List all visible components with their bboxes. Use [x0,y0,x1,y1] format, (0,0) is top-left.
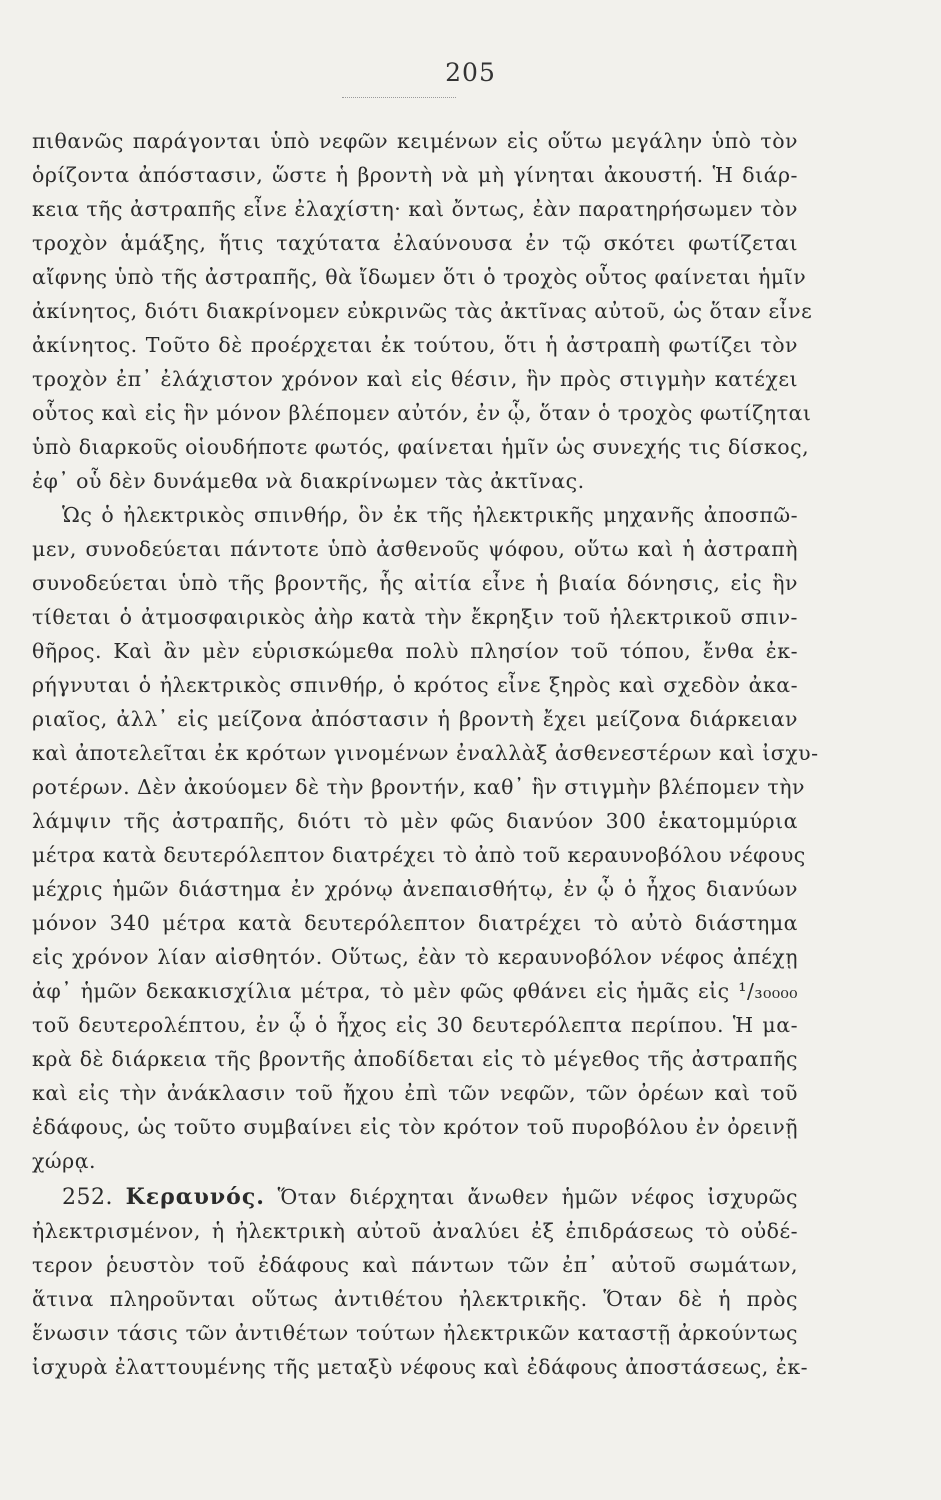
section-first-line: Ὅταν διέρχηται ἄνωθεν ἡμῶν νέφος ἰσχυρῶς [277,1185,798,1209]
text-line: τίθεται ὁ ἀτμοσφαιρικὸς ἀὴρ κατὰ τὴν ἔκρηξιν τοῦ ἠλεκτρικοῦ σπιν- [32,605,798,629]
text-line-paragraph-end: ἐφ᾽ οὗ δὲν δυνάμεθα νὰ διακρίνωμεν τὰς ἀκτῖνας. [32,469,585,493]
text-line: καὶ εἰς τὴν ἀνάκλασιν τοῦ ἤχου ἐπὶ τῶν νεφῶν, τῶν ὀρέων καὶ τοῦ [32,1081,798,1105]
text-line: εἰς χρόνον λίαν αἰσθητόν. Οὕτως, ἐὰν τὸ κεραυνοβόλον νέφος ἀπέχῃ [32,945,798,969]
text-line: ἰσχυρὰ ἐλαττουμένης τῆς μεταξὺ νέφους καὶ ἐδάφους ἀποστάσεως, ἐκ- [32,1355,809,1379]
text-line: τροχὸν ἁμάξης, ἥτις ταχύτατα ἐλαύνουσα ἐν τῷ σκότει φωτίζεται [32,231,798,255]
header-rule [342,97,456,98]
text-line: ρήγνυται ὁ ἠλεκτρικὸς σπινθήρ, ὁ κρότος εἶνε ξηρὸς καὶ σχεδὸν ἀκα- [32,673,798,697]
text-line: αἴφνης ὑπὸ τῆς ἀστραπῆς, θὰ ἴδωμεν ὅτι ὁ τροχὸς οὗτος φαίνεται ἡμῖν [32,265,807,289]
text-line: συνοδεύεται ὑπὸ τῆς βροντῆς, ἧς αἰτία εἶνε ἡ βιαία δόνησις, εἰς ἣν [32,571,798,595]
text-line: τοῦ δευτερολέπτου, ἐν ᾧ ὁ ἦχος εἰς 30 δευτερόλεπτα περίπου. Ἡ μα- [32,1013,798,1037]
section-number: 252. [62,1185,113,1210]
text-line: ἕνωσιν τάσις τῶν ἀντιθέτων τούτων ἠλεκτρικῶν καταστῇ ἀρκούντως [32,1321,798,1345]
text-line: λάμψιν τῆς ἀστραπῆς, διότι τὸ μὲν φῶς διανύον 300 ἑκατομμύρια [32,809,798,833]
text-line: τερον ῥευστὸν τοῦ ἐδάφους καὶ πάντων τῶν ἐπ᾽ αὐτοῦ σωμάτων, [32,1253,798,1277]
text-line-paragraph-end: χώρᾳ. [32,1149,97,1173]
text-line: μέτρα κατὰ δευτερόλεπτον διατρέχει τὸ ἀπὸ τοῦ κεραυνοβόλου νέφους [32,843,806,867]
text-line: ἀφ᾽ ἡμῶν δεκακισχίλια μέτρα, τὸ μὲν φῶς φθάνει εἰς ἡμᾶς εἰς ¹/₃₀₀₀₀ [32,979,798,1003]
text-line: ὑπὸ διαρκοῦς οἱουδήποτε φωτός, φαίνεται ἡμῖν ὡς συνεχής τις δίσκος, [32,435,810,459]
text-line: ριαῖος, ἀλλ᾽ εἰς μείζονα ἀπόστασιν ἡ βροντὴ ἔχει μείζονα διάρκειαν [32,707,798,731]
text-line: καὶ ἀποτελεῖται ἐκ κρότων γινομένων ἐναλλὰξ ἀσθενεστέρων καὶ ἰσχυ- [32,741,819,765]
text-line: ροτέρων. Δὲν ἀκούομεν δὲ τὴν βροντήν, καθ᾽ ἣν στιγμὴν βλέπομεν τὴν [32,775,805,799]
text-line: πιθανῶς παράγονται ὑπὸ νεφῶν κειμένων εἰς οὕτω μεγάλην ὑπὸ τὸν [32,129,798,153]
text-line: μέχρις ἡμῶν διάστημα ἐν χρόνῳ ἀνεπαισθήτῳ, ἐν ᾧ ὁ ἦχος διανύων [32,877,798,901]
text-line: ἀκίνητος. Τοῦτο δὲ προέρχεται ἐκ τούτου, ὅτι ἡ ἀστραπὴ φωτίζει τὸν [32,333,798,357]
text-line: ἅτινα πληροῦνται οὕτως ἀντιθέτου ἠλεκτρικῆς. Ὅταν δὲ ἡ πρὸς [32,1287,798,1311]
text-line: μεν, συνοδεύεται πάντοτε ὑπὸ ἀσθενοῦς ψόφου, οὕτω καὶ ἡ ἀστραπὴ [32,537,798,561]
section-heading-line [62,1182,798,1212]
text-line: κρὰ δὲ διάρκεια τῆς βροντῆς ἀποδίδεται εἰς τὸ μέγεθος τῆς ἀστραπῆς [32,1047,798,1071]
text-line-paragraph-start: Ὡς ὁ ἠλεκτρικὸς σπινθήρ, ὃν ἐκ τῆς ἠλεκτρικῆς μηχανῆς ἀποσπῶ- [62,503,798,527]
text-line: θῆρος. Καὶ ἂν μὲν εὑρισκώμεθα πολὺ πλησίον τοῦ τόπου, ἔνθα ἐκ- [32,639,798,663]
text-line: ἐδάφους, ὡς τοῦτο συμβαίνει εἰς τὸν κρότον τοῦ πυροβόλου ἐν ὀρεινῇ [32,1115,798,1139]
page-number: 205 [445,58,496,87]
text-line: ἀκίνητος, διότι διακρίνομεν εὐκρινῶς τὰς ἀκτῖνας αὐτοῦ, ὡς ὅταν εἶνε [32,299,813,323]
section-title: Κεραυνός. [125,1184,265,1210]
text-line: κεια τῆς ἀστραπῆς εἶνε ἐλαχίστη· καὶ ὄντως, ἐὰν παρατηρήσωμεν τὸν [32,197,798,221]
text-line: τροχὸν ἐπ᾽ ἐλάχιστον χρόνον καὶ εἰς θέσιν, ἣν πρὸς στιγμὴν κατέχει [32,367,798,391]
text-line: οὗτος καὶ εἰς ἣν μόνον βλέπομεν αὐτόν, ἐν ᾧ, ὅταν ὁ τροχὸς φωτίζηται [32,401,812,425]
text-line: ὁρίζοντα ἀπόστασιν, ὥστε ἡ βροντὴ νὰ μὴ γίνηται ἀκουστή. Ἡ διάρ- [32,163,798,187]
text-line: μόνον 340 μέτρα κατὰ δευτερόλεπτον διατρέχει τὸ αὐτὸ διάστημα [32,911,798,935]
text-line: ἠλεκτρισμένον, ἡ ἠλεκτρικὴ αὐτοῦ ἀναλύει ἐξ ἐπιδράσεως τὸ οὐδέ- [32,1219,798,1243]
